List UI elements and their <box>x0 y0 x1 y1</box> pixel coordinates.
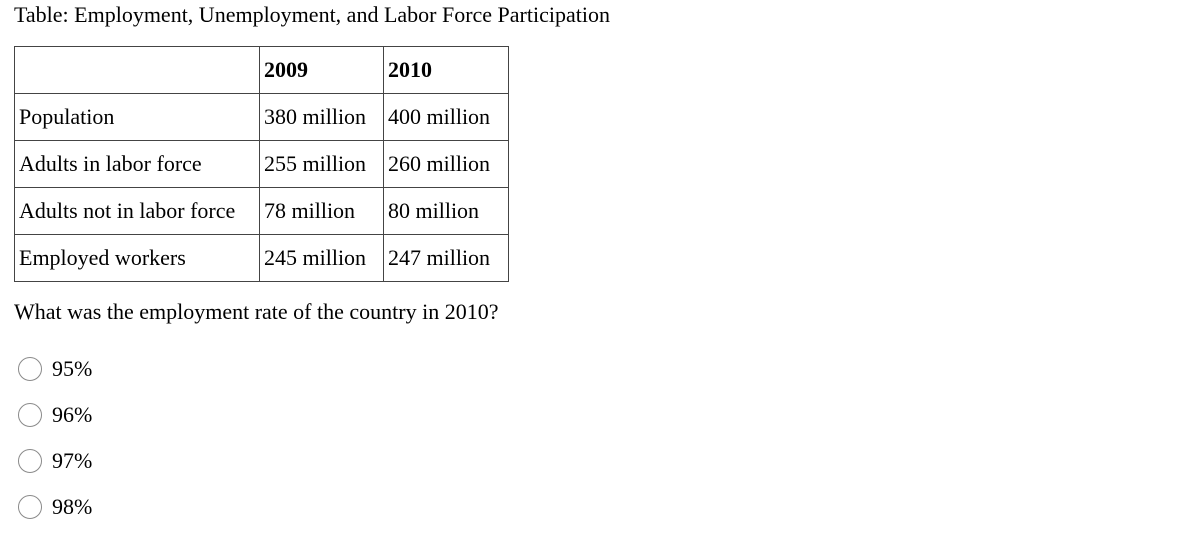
cell-2009: 78 million <box>260 188 384 235</box>
table-row <box>15 188 509 235</box>
row-label: Adults not in labor force <box>15 188 260 235</box>
row-label: Employed workers <box>15 235 260 282</box>
header-cell-2009: 2009 <box>260 47 384 94</box>
cell-2009: 255 million <box>260 141 384 188</box>
table-caption: Table: Employment, Unemployment, and Labor Force Participation <box>14 2 610 27</box>
answer-option[interactable] <box>18 484 92 530</box>
option-label[interactable]: 97% <box>52 448 93 473</box>
row-label: Population <box>15 94 260 141</box>
cell-2009: 380 million <box>260 94 384 141</box>
table-row <box>15 94 509 141</box>
radio-button[interactable] <box>18 495 42 519</box>
radio-button[interactable] <box>18 403 42 427</box>
cell-2009: 245 million <box>260 235 384 282</box>
option-label[interactable]: 95% <box>52 356 93 381</box>
table-row <box>15 141 509 188</box>
table-row <box>15 235 509 282</box>
employment-table <box>14 46 509 282</box>
answer-option[interactable] <box>18 392 92 438</box>
cell-2010: 400 million <box>384 94 509 141</box>
header-cell-2010: 2010 <box>384 47 509 94</box>
radio-button[interactable] <box>18 357 42 381</box>
row-label: Adults in labor force <box>15 141 260 188</box>
header-cell-blank <box>15 47 260 94</box>
option-label[interactable]: 96% <box>52 402 93 427</box>
answer-option[interactable] <box>18 438 92 484</box>
radio-button[interactable] <box>18 449 42 473</box>
answer-options <box>18 346 92 530</box>
option-label[interactable]: 98% <box>52 494 93 519</box>
cell-2010: 80 million <box>384 188 509 235</box>
cell-2010: 247 million <box>384 235 509 282</box>
cell-2010: 260 million <box>384 141 509 188</box>
answer-option[interactable] <box>18 346 92 392</box>
table-header-row <box>15 47 509 94</box>
question-text: What was the employment rate of the country in 2010? <box>14 299 499 324</box>
